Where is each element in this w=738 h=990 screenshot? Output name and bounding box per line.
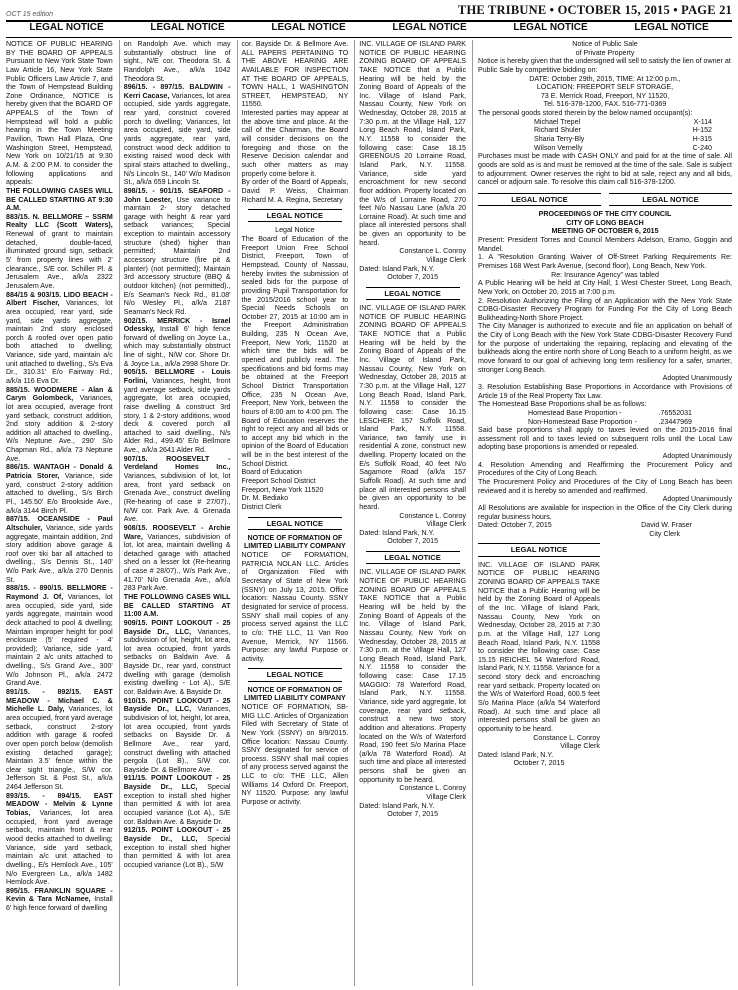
non-homestead-row [478, 418, 732, 427]
case-text: Install 6' high fence forward of dwelling [6, 895, 113, 913]
case-text: Renewal of grant to maintain detached, double-faced, illuminated ground sign, setback 5' from property lines with 2' clearance., S/E cor. Schiller Pl. & Jerusalem Ave., a/k/a 2322 Jerusalem Ave. [6, 230, 113, 290]
public-sale-title [478, 40, 732, 57]
wide-columns [472, 40, 732, 986]
case-text: Variances, subdivision of lot, height, lot area, lot area occupied, front yards setbacks on Baldwin Ave. & Bayside Dr., rear yard, construct dwelling with garage (demolish existing dwelling - Lot A)., S/E cor. Baldwin Ave. & Bayside Dr. [123, 627, 231, 697]
public-sale-body: Notice is hereby given that the undersigned will sell to satisfy the lien of owner at Public Sale by competitive bidding on: [478, 57, 731, 74]
resolutions-available: All Resolutions are available for inspection in the Office of the City Clerk during regular business hours. [478, 503, 732, 521]
cases-called-1100: THE FOLLOWING CASES WILL BE CALLED STARTING AT 11:00 A.M. [123, 593, 231, 619]
zoning-notice: INC. VILLAGE OF ISLAND PARK NOTICE OF PUBLIC HEARING ZONING BOARD OF APPEALS TAKE NOTICE that a Public Hearing will be held by the Zoning Board of Appeals of the Inc. Village of Island Park, Nassau County, New York on Wednesday, October 28, 2015 at 7:30 p.m. at the Village Hall, 127 Long Beach Road, Island Park, N.Y. 11558 to consider the following case: Case 18.15 GREENGUS 20 Lorraine Road, Island Park, N.Y. 11558. Variance, side yard encroachment for new second floor addition. Property located on the W/s of Lorraine Road, 270 feet N/o Nassau Lane (a/k/a 20 Lorraine Road). At such time and place all interested persons shall be given an opportunity to be heard. [359, 40, 466, 247]
case-heading: 898/15. - 901/15. SEAFORD - John Loester, [123, 186, 231, 204]
occupant-name: Michael Trepel [534, 117, 581, 126]
case-entry [124, 187, 231, 317]
case-heading: 891/15. - 892/15. EAST MEADOW - Michael C. & Michelle L. Daly, [6, 688, 113, 714]
dated-line: Dated: October 7, 2015 [478, 521, 552, 530]
appeals-closing: cor. Bayside Dr. & Bellmore Ave. ALL PAPERS PERTAINING TO THE ABOVE HEARING ARE AVAILABLE FOR INSPECTION AT THE BOARD OF APPEALS, TOWN HALL, 1 WASHINGTON STREET, HEMPSTEAD, NY 11550. [241, 40, 349, 109]
column-heading: LEGAL NOTICE [634, 22, 709, 33]
case-heading: 908/15. ROOSEVELT - Archie Ware, [123, 523, 231, 541]
dated-line: October 7, 2015 [387, 810, 439, 819]
case-heading: 910/15. POINT LOOKOUT - 25 Bayside Dr., LLC, [123, 696, 231, 714]
signature-line: Village Clerk [560, 742, 600, 751]
sale-phone: Tel. 516-378-1200, FAX. 516-771-0369 [543, 100, 667, 109]
occupant-row [534, 135, 712, 144]
column-heading: LEGAL NOTICE [150, 22, 225, 33]
case-entry [124, 826, 231, 869]
occupant-name: Wilson Vernelly [534, 143, 583, 152]
resolution-2-body: The City Manager is authorized to execute and file an application on behalf of the City of Long Beach with the New York State CDBG-Disaster Recovery Fund for the purpose of undertaking the repairing, replacing and elevating of the bulkheads along the entire north shore of Long Beach to a uniform height, as we move forward to our goal of achieving long term resiliency for a safer, smarter, stronger Long Beach. [478, 322, 732, 374]
column-heading: LEGAL NOTICE [392, 22, 467, 33]
dated-line: Dated: Island Park, N.Y. [478, 750, 554, 759]
dated-line: October 7, 2015 [387, 537, 439, 546]
dated-line: Dated: Island Park, N.Y. [359, 264, 435, 273]
occupant-row [534, 144, 712, 153]
case-entry [124, 368, 231, 454]
cases-called-930: THE FOLLOWING CASES WILL BE CALLED STARTING AT 9:30 A.M. [6, 186, 113, 213]
legal-notice-heading: LEGAL NOTICE [478, 543, 600, 556]
adopted-label: Adopted Unanimously [662, 495, 732, 504]
case-entry [124, 524, 231, 593]
sale-location: LOCATION: FREEPORT SELF STORAGE, [536, 83, 674, 92]
homestead-row [478, 409, 732, 418]
legal-notice-heading: LEGAL NOTICE [366, 287, 460, 300]
title-line: Notice of Public Sale [572, 40, 638, 48]
appeals-signature: By order of the Board of Appeals, David P. Weiss, Chairman Richard M. A. Regina, Secretary [241, 178, 349, 204]
case-text: Variances, lot area occupied, side yard, side yards aggregate, maintain wood deck attached to pool & dwelling; Maintain improper height for pool enclosure (5' required - 4' provided); Variance, side yard, maintain 2 a/c units attached to dwelling., S/s Grand Ave., 300' W/o Johnson Pl., a/k/a 2472 Grand Ave. [6, 593, 113, 688]
resolution-1-tabled: Re: Insurance Agency" was tabled [551, 270, 659, 279]
dated-line: Dated: Island Park, N.Y. [359, 801, 435, 810]
case-entry [124, 774, 231, 826]
case-entry [6, 213, 113, 291]
case-heading: 902/15. MERRICK - Israel Odessky, [123, 316, 231, 334]
case-entry [6, 463, 113, 515]
resolution-3: 3. Resolution Establishing Base Proportions in Accordance with Provisions of Article 19 of the Real Property Tax Law. [478, 382, 732, 400]
case-text: Variances, subdivision of lot, lot area, maintain dwelling & detached garage with attached shed on a lesser lot (Re-hearing of case # 28/07)., W/s Park Ave., 41.70' N/o Grenada Ave., a/k/a 283 Park Ave. [123, 532, 231, 593]
case-entry [6, 887, 113, 913]
case-entry [6, 688, 113, 792]
resolution-1: 1. A "Resolution Granting Waiver of Off-Street Parking Requirements Re: Premises 168 West Park Avenue, (second floor), Long Beach, New York. [478, 253, 732, 270]
column-1 [6, 40, 113, 986]
case-text: Variances, subdivision of lot, height, lot area, lot area occupied, front yards setbacks on Bayside Dr. & Bellmore Ave., rear yard, construct dwelling with attached pergola (Lot B)., S/W cor. Bayside Dr. & Bellmore Ave. [123, 705, 231, 774]
case-entry [124, 697, 231, 775]
legal-notice-heading: LEGAL NOTICE [248, 209, 342, 222]
case-text: Variance, side yards aggregate, maintain addition, 2nd story addition above garage & roof over tiki bar all attached to dwelling., S/s Dennis St., 140' W/o Park Ave., a/k/a 270 Dennis St. [6, 523, 113, 584]
occupant-unit: H-152 [692, 126, 712, 135]
title-line: MEETING OF OCTOBER 6, 2015 [551, 227, 659, 236]
legal-notice-heading: LEGAL NOTICE [248, 517, 342, 530]
case-entry [6, 386, 113, 464]
appeals-closing-2: Interested parties may appear at the above time and place. At the call of the Chairman, the Board will consider decisions on the foregoing and those on the Reserve Decision calendar and such other matters as may properly come before it. [241, 109, 349, 178]
case-entry [124, 83, 231, 187]
case-text: Variances, lot area occupied, rear yard, side yard, side yards aggregate, maintain 2nd story enclosed porch & roofed over open patio both attached to dwelling; Variance, side yard, maintain a/c unit attached to dwelling., S/s Eva Dr., 310.31' E/o Fairway Rd., a/k/a 116 Eva Dr. [6, 299, 113, 385]
case-heading: 896/15. - 897/15. BALDWIN - Kerri Cacase, [123, 83, 231, 100]
row-label: Non-Homestead Base Proportion - [528, 417, 637, 426]
proceedings-dated [478, 521, 732, 530]
signature-line: Constance L. Conroy [399, 784, 466, 793]
resolution-1-hearing: A Public Hearing will be held at City Hall, 1 West Chester Street, Long Beach, New York, on October 20, 2015 at 7:00 p.m. [478, 279, 732, 296]
adopted-label: Adopted Unanimously [662, 374, 732, 383]
case-heading: 912/15. POINT LOOKOUT - 25 Bayside Dr., LLC, [123, 826, 231, 843]
column-2 [119, 40, 231, 986]
occupant-unit: X-114 [693, 117, 712, 126]
title-line: of Private Property [575, 48, 635, 57]
zoning-notice: INC. VILLAGE OF ISLAND PARK NOTICE OF PUBLIC HEARING ZONING BOARD OF APPEALS TAKE NOTICE that a Public Hearing will be held by the Zoning Board of Appeals of the Inc. Village of Island Park, Nassau County, New York on Wednesday, October 28, 2015 at 7:30 p.m. at the Village Hall, 127 Long Beach Road, Island Park, N.Y. 11558 to consider the following case: Case 16.15 LESCHER: 157 Suffolk Road, Island Park, N.Y. 11558. Variance, two family use in residential A zone, construct new dwelling. Property located on the E/s Suffolk Road, 40 feet N/o Sagamore Road (a/k/a 157 Suffolk Road). At such time and place all interested persons shall be given an opportunity to be heard. [359, 304, 466, 511]
proceedings-body [478, 236, 732, 538]
case-text: Variances, height, front yard average setback, side yards aggregate, lot area occupied, raise dwelling & construct 3rd story, 1 & 2-story additions, wood deck & covered porch all attached to said dwelling., N/s Alder Rd., 499.45' E/o Bellmore Ave., a/k/a 2641 Alder Rd. [123, 376, 231, 455]
title-line: CITY OF LONG BEACH [566, 218, 644, 227]
resolution-2: 2. Resolution Authorizing the Filing of an Application with the New York State CDBG-Disaster Recovery Program for Funding For the City of Long Beach Bulkheading-North Shore Project. [478, 296, 732, 322]
case-entry [6, 291, 113, 386]
narrow-columns [6, 40, 466, 986]
column-headings [6, 22, 732, 36]
zoning-notice: INC. VILLAGE OF ISLAND PARK NOTICE OF PUBLIC HEARING ZONING BOARD OF APPEALS TAKE NOTICE that a Public Hearing will be held by the Zoning Board of Appeals of the Inc. Village of Island Park, Nassau County, New York on Wednesday, October 28, 2015 at 7:30 p.m. at the Village Hall, 127 Long Beach Road, Island Park, N.Y. 11558 to consider the following case: Case 15.15 REICHEL 54 Waterford Road, Island Park, N.Y. 11558. Variance for a second story deck and encroaching rear yard setback. Property located on the W/s of Waterford Road, 600.5 feet S/o Marina Place (a/k/a 54 Waterford Road). At such time and place all interested persons shall be given an opportunity to be heard. [478, 560, 600, 733]
signature-line: Constance L. Conroy [533, 733, 600, 742]
case-entry [6, 584, 113, 688]
sale-terms: Purchases must be made with CASH ONLY and paid for at the time of sale. All goods are sold as is and must be removed at the time of the sale. Sale is subject to adjournment. Owner reserves the right to bid at sale, reject any and all bids, cancel or adjourn sale. To resolve this claim call 516-378-1200. [478, 152, 732, 187]
llc-notice-title: NOTICE OF FORMATION OF LIMITED LIABILITY COMPANY [243, 685, 346, 703]
occupant-list [478, 118, 732, 153]
case-list [124, 619, 231, 870]
case-text: Special exception to install shed higher than permitted & with lot area occupied variance (Lot B)., S/W [123, 834, 231, 869]
signature-line: Freeport School District [241, 477, 316, 485]
case-list [6, 213, 113, 913]
case-text: Use variance to maintain 2- story detached garage with height & rear yard setback variances; Special exception to maintain accessory structure (shed) higher than permitted; Maintain 2nd accessory structure (fire pit & planter) (not permitted); Maintain 3rd accessory structure (BBQ & outdoor kitchen) (not permitted)., E/s Seaman's Neck Rd., 81.08' N/o Wesley Pl., a/k/a 2187 Seaman's Neck Rd. [123, 195, 231, 316]
case-entry [124, 619, 231, 697]
signature-line: Board of Education [241, 468, 302, 477]
case-text: Special exception to install shed higher than permitted & with lot area occupied variance (Lot A)., S/E cor. Baldwin Ave. & Bayside Dr. [123, 783, 231, 826]
llc-notice: NOTICE OF FORMATION, PATRICIA NOLAN LLC. Articles of Organization Filed with Secretary of State of New York (SSNY) on July 13, 2015. Office location: Nassau County. SSNY designated for service of process. SSNY shall mail copies of any process served against the LLC to c/o: THE LLC, 11 Van Roo Avenue, Merrick, NY 11566. Purpose: any lawful Purpose or activity. [241, 551, 349, 663]
board-of-appeals-intro: NOTICE OF PUBLIC HEARING BY THE BOARD OF APPEALS Pursuant to New York State Town Law Article 16, New York State Public Officers Law Article 7, and the Town of Hempstead Building Zone Ordinance, NOTICE is hereby given that the BOARD OF APPEALS of the Town of Hempstead will hold a public hearing in the Town Meeting Pavilion, Town Hall Plaza, One Washington Street, Hempstead, New York on 10/21/15 at 9:30 A.M. & 2:00 P.M. to consider the following applications and appeals: [6, 40, 113, 187]
legal-notice-heading: LEGAL NOTICE [478, 193, 601, 206]
case-heading: 886/15. WANTAGH - Donald & Patricia Storer, [6, 463, 113, 481]
case-heading: 911/15. POINT LOOKOUT - 25 Bayside Dr., LLC, [123, 774, 231, 792]
page-title: THE TRIBUNE • OCTOBER 15, 2015 • PAGE 21 [457, 3, 732, 17]
case-heading: 895/15. FRANKLIN SQUARE - Kevin & Tara McNamee, [6, 886, 113, 904]
case-heading: 888/15. - 890/15. BELLMORE - Raymond J. Of, [6, 584, 113, 601]
dated-line: Dated: Island Park, N.Y. [359, 528, 435, 537]
case-entry [124, 40, 231, 83]
signature-line: District Clerk [241, 502, 282, 511]
row-value: .23447969 [658, 417, 692, 426]
case-heading: 885/15. WOODMERE - Alan & Caryn Golombeck, [6, 385, 113, 403]
dated-line: October 7, 2015 [387, 273, 439, 282]
llc-notice-title: NOTICE OF FORMATION OF LIMITED LIABILITY COMPANY [243, 533, 346, 551]
occupant-name: Richard Shuler [534, 126, 581, 135]
dated-line: October 7, 2015 [513, 759, 565, 768]
case-text: Variances, lot area occupied, average front yard setback, construct addition, 2nd story addition & 2-story addition all attached to dwelling., W/s Neptune Ave., 290' S/o Chapman Rd., a/k/a 73 Neptune Ave. [6, 394, 113, 463]
case-text: Variances, subdivision of lot, lot area, front yard setback on Grenada Ave., construct dwelling (Re-hearing of case # 27/07)., N/W cor. Park Ave. & Grenada Ave. [123, 472, 231, 524]
sale-address: 73 E. Merrick Road, Freeport, NY 11520, [540, 91, 670, 100]
case-text: Variances, lot area occupied, front yard average setback, maintain front & rear wood decks attached to dwelling; Variance, side yard setback, maintain a/c unit attached to dwelling., E/s Hemlock Ave., 105' N/o Evergreen La., a/k/a 1482 Hemlock Ave. [6, 809, 113, 887]
occupant-name: Sharia Terry-Bly [534, 135, 585, 144]
row-label: Homestead Base Proportion - [528, 408, 622, 417]
case-heading: 884/15 & 903/15. LIDO BEACH - Albert Fischer, [6, 290, 113, 308]
zoning-notice: INC. VILLAGE OF ISLAND PARK NOTICE OF PUBLIC HEARING ZONING BOARD OF APPEALS TAKE NOTICE that a Public Hearing will be held by the Zoning Board of Appeals of the Inc. Village of Island Park, Nassau County, New York on Wednesday, October 28, 2015 at 7:30 p.m. at the Village Hall, 127 Long Beach Road, Island Park, N.Y. 11558 to consider the following case: Case 17.15 MAGGIO: 78 Waterford Road, Island Park, N.Y. 11558. Variance, side yard aggregate, lot coverage, rear yard setback, construct a new two story addition and alterations. Property located on the W/s of Waterford Road, 190 feet S/o Marina Place (a/k/a 78 Waterford Road). At such time and place all interested persons shall be given an opportunity to be heard. [359, 568, 466, 784]
signature-line: City Clerk [649, 529, 680, 538]
llc-notice: NOTICE OF FORMATION, SB-MIG LLC. Articles of Organization Filed with Secretary of State of New York (SSNY) on 9/9/2015. Office location: Nassau County. SSNY designated for service of process. SSNY shall mail copies of any process served against the LLC to c/o: THE LLC, Allen Williams 14 Oxford Dr. Freeport, NY 11520. Purpose: any lawful Purpose or activity. [241, 702, 349, 806]
edition-label: OCT 15 edition [6, 11, 54, 18]
proceedings-title [478, 210, 732, 236]
legal-notice-heading: LEGAL NOTICE [609, 193, 732, 206]
signature-line: Dr. M. Bediako [241, 494, 289, 503]
signature-line: Freeport, New York 11520 [241, 485, 324, 494]
column-3 [237, 40, 349, 986]
notice-label: Legal Notice [275, 226, 315, 235]
signature-line: Village Clerk [426, 256, 466, 265]
case-heading: 887/15. OCEANSIDE - Paul Altschuler, [6, 515, 113, 532]
resolution-4: 4. Resolution Amending and Reaffirming the Procurement Policy and Procedures of the City of Long Beach. [478, 460, 732, 478]
case-entry [6, 792, 113, 887]
occupant-unit: H-315 [692, 135, 712, 144]
case-heading: 909/15. POINT LOOKOUT - 25 Bayside Dr., LLC, [123, 618, 231, 636]
column-heading: LEGAL NOTICE [29, 22, 104, 33]
resolution-4-body: The Procurement Policy and Procedures of the City of Long Beach has been reviewed and it is hereby so amended and reaffirmed. [478, 478, 732, 495]
resolution-3-intro: The Homestead Base Proportions shall be as follows: [478, 400, 647, 409]
signature-line: Village Clerk [426, 520, 466, 529]
wide-headings [478, 193, 732, 206]
case-heading: 893/15. - 894/15. EAST MEADOW - Melvin & Lynne Tobias, [6, 791, 113, 818]
row-value: .76552031 [658, 408, 692, 417]
case-heading: 883/15. N. BELLMORE – SSRM Realty LLC (Scott Waters), [6, 212, 113, 230]
present-line: Present: President Torres and Council Members Adelson, Eramo, Goggin and Mandel. [478, 236, 732, 253]
sale-date: DATE: October 29th, 2015, TIME: At 12:00 p.m., [529, 74, 681, 83]
occupant-unit: C-240 [692, 143, 712, 152]
signature-line: David W. Fraser [641, 521, 692, 530]
case-entry [124, 455, 231, 524]
case-list [124, 40, 231, 593]
header-rule-lower [6, 37, 732, 38]
occupant-row [534, 126, 712, 135]
masthead [6, 2, 732, 18]
column-4 [354, 40, 466, 986]
legal-notice-heading: LEGAL NOTICE [366, 551, 460, 564]
resolution-3-body: Said base proportions shall apply to taxes levied on the 2015-2016 final assessment roll and to taxes levied on subsequent rolls until the Local Law adopting base proportions is amended or repealed. [478, 426, 732, 452]
case-entry [124, 317, 231, 369]
island-park-notice-block [478, 543, 600, 768]
title-line: PROCEEDINGS OF THE CITY COUNCIL [538, 210, 672, 219]
sale-occupants-intro: The personal goods stored therein by the below named occupant(s): [478, 109, 693, 118]
column-heading: LEGAL NOTICE [271, 22, 346, 33]
case-text: on Randolph Ave. which may substantially obstruct line of sight., N/E cor. Theodora St. & Randolph Ave., a/k/a 1042 Theodora St. [123, 40, 231, 83]
case-heading: 905/15. BELLMORE - Louis Forlini, [123, 368, 231, 385]
case-text: Variances, lot area occupied, front yard average setback, construct 2-story addition with garage & roofed over open porch below (demolish existing detached garage); Maintain 3.5' fence within the clear sight triangle., S/W cor. Jefferson St. & Post St., a/k/a 2464 Jefferson St. [6, 705, 113, 792]
case-text: Install 6' high fence forward of dwelling on Joyce La., which may substantially obstruct line of sight., N/W cor. Shore Dr. & Joyce La., a/k/a 2998 Shore Dr. [123, 325, 231, 368]
signature-line: Constance L. Conroy [399, 247, 466, 256]
signature-line: Village Clerk [426, 793, 466, 802]
signature-line: Constance L. Conroy [399, 511, 466, 520]
legal-notice-heading: LEGAL NOTICE [248, 668, 342, 681]
bid-notice: The Board of Education of the Freeport Union Free School District, Freeport, Town of Hempstead, County of Nassau, hereby invites the submission of sealed bids for the purpose of providing Pupil Transportation for the 2015/2016 school year to Special Needs Schools on October 27, 2015 at 10:00 am in the Freeport Administration Building, 235 N Ocean Ave, Freeport, New York, 11520 at which time the bids will be opened and publicly read. The specifications and bid forms may be obtained at the Freeport School District Transportation Office, 235 N Ocean Ave, Freeport, New York, between the hours of 8:00 am to 4:00 pm. The Board of Education reserves the right to reject any and all bids or to accept any bid which in the opinion of the Board of Education will be in the best interest of the School District. [241, 235, 349, 468]
case-text: Variance, side yard, construct 2-story addition attached to dwelling., S/s Birch Pl., 145.50' E/o Brookside Ave., a/k/a 3144 Birch Pl. [6, 472, 113, 515]
case-entry [6, 515, 113, 584]
column-heading: LEGAL NOTICE [513, 22, 588, 33]
occupant-row [534, 118, 712, 127]
case-text: Variances, lot area occupied, side yards aggregate, rear yard, construct covered porch to dwelling; Variances, lot area occupied, side yard, side yards aggregate, rear yard, construct wood deck addition to existing raised wood deck with spiral stairs attached to dwelling., N/s Lincoln St., 140' W/o Madison St., a/k/a 659 Lincoln St. [123, 91, 231, 187]
case-heading: 907/15. ROOSEVELT - Verdeland Homes Inc., [123, 454, 231, 472]
adopted-label: Adopted Unanimously [662, 452, 732, 461]
